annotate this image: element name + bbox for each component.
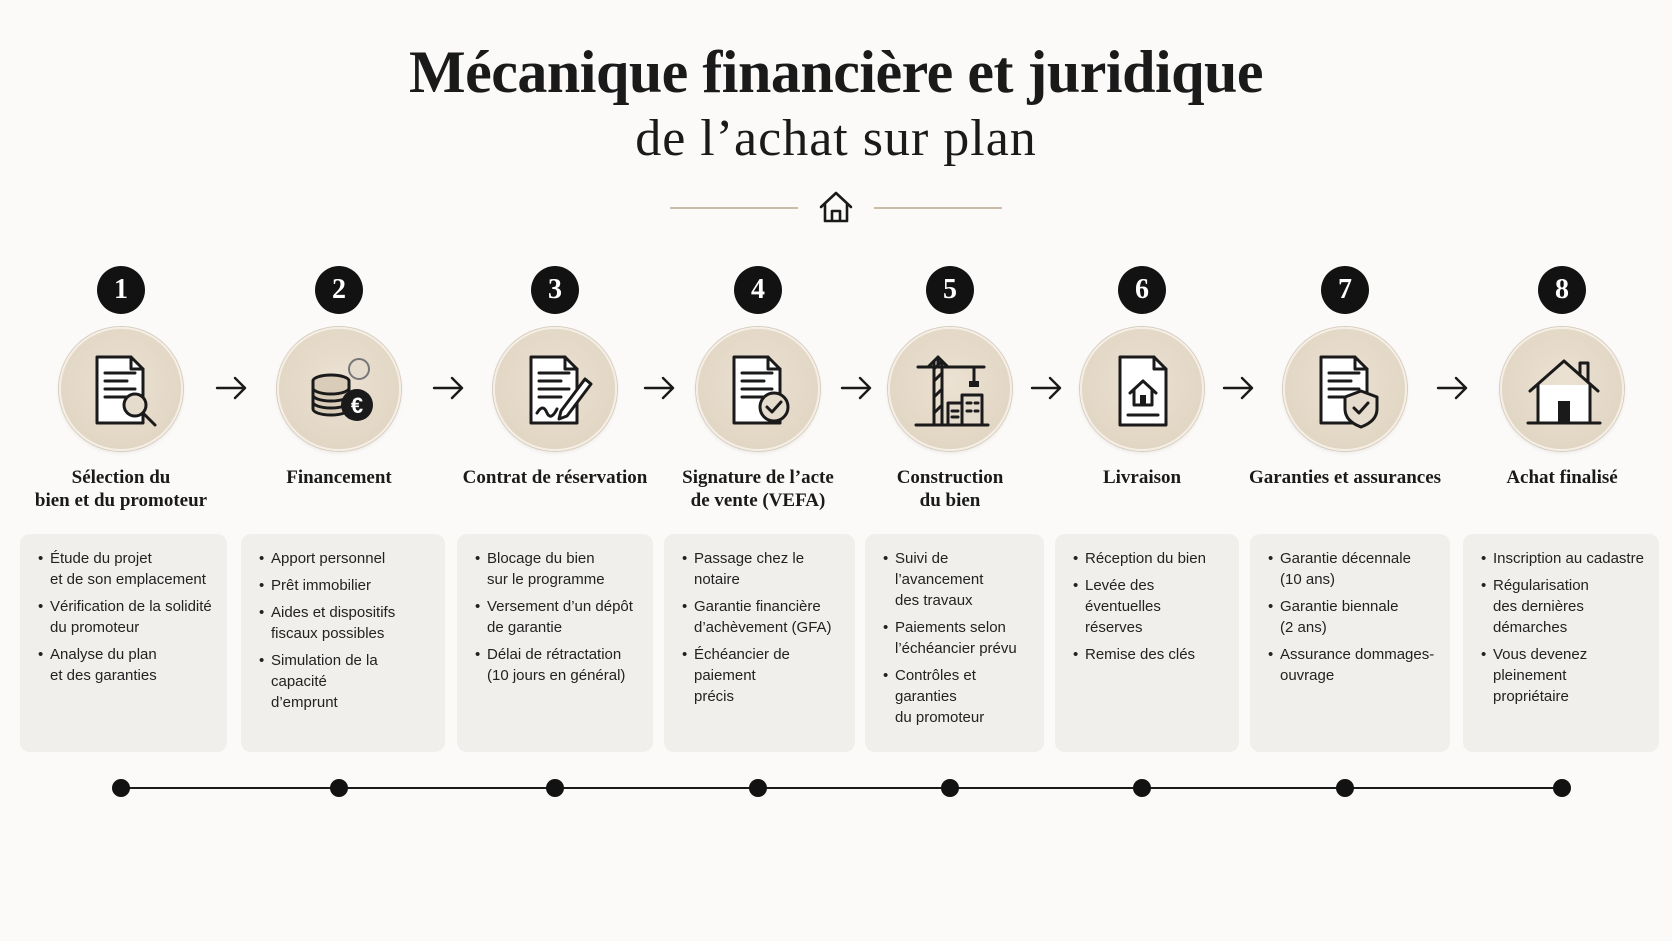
step-number-badge: 4 [734,266,782,314]
detail-item: • Assurance dommages- ouvrage [1268,644,1440,686]
document-check-icon [720,351,800,431]
step-details-card [1055,534,1239,752]
detail-item: • Régularisation des dernières démarches [1481,575,1649,638]
step-details-card [865,534,1044,752]
detail-item: • Garantie financière d’achèvement (GFA) [682,596,845,638]
detail-item: • Étude du projet et de son emplacement [38,548,217,590]
step-title: Financement [286,467,392,488]
document-search-icon [83,351,163,431]
timeline-dot [546,779,564,797]
timeline-dot [330,779,348,797]
step-icon-circle [277,327,401,451]
document-shield-icon [1307,351,1387,431]
step-title: Livraison [1102,467,1182,488]
detail-item: • Suivi de l’avancement des travaux [883,548,1034,611]
detail-item: • Inscription au cadastre [1481,548,1649,569]
step-number-badge: 7 [1321,266,1369,314]
step-number-badge: 1 [97,266,145,314]
page-title: Mécanique financière et juridique [409,39,1263,105]
coins-euro-icon [301,351,381,431]
step-title: Contrat de réservation [462,467,648,488]
step-details-card [1463,534,1659,752]
timeline-dot [749,779,767,797]
step-details-card [241,534,445,752]
timeline-dot [1553,779,1571,797]
detail-item: • Blocage du bien sur le programme [475,548,643,590]
detail-item: • Paiements selon l’échéancier prévu [883,617,1034,659]
step-title: Sélection du bien et du promoteur [34,467,208,511]
detail-item: • Versement d’un dépôt de garantie [475,596,643,638]
step-icon-circle [493,327,617,451]
step-number-badge: 3 [531,266,579,314]
arrow-right-icon [1436,374,1470,402]
step-details-card [664,534,855,752]
house-icon [1524,351,1604,431]
detail-item: • Remise des clés [1073,644,1229,665]
timeline-dot [1133,779,1151,797]
arrow-right-icon [215,374,249,402]
arrow-right-icon [1222,374,1256,402]
detail-item: • Apport personnel [259,548,435,569]
divider-line-left [670,207,798,209]
svg-text:€: € [350,393,364,418]
step-number-badge: 2 [315,266,363,314]
detail-item: • Garantie décennale (10 ans) [1268,548,1440,590]
step-title: Signature de l’acte de vente (VEFA) [682,467,834,511]
step-details-card [457,534,653,752]
detail-item: • Réception du bien [1073,548,1229,569]
detail-item: • Vérification de la solidité du promoteur [38,596,217,638]
page-subtitle: de l’achat sur plan [635,110,1037,167]
detail-item: • Levée des éventuelles réserves [1073,575,1229,638]
step-icon-circle [1080,327,1204,451]
step-title: Garanties et assurances [1248,467,1442,488]
timeline-dot [941,779,959,797]
divider-line-right [874,207,1002,209]
detail-item: • Prêt immobilier [259,575,435,596]
house-icon [817,189,855,225]
detail-item: • Analyse du plan et des garanties [38,644,217,686]
crane-building-icon [912,351,992,431]
step-icon-circle [696,327,820,451]
step-number-badge: 8 [1538,266,1586,314]
step-title: Construction du bien [896,467,1004,511]
detail-item: • Délai de rétractation (10 jours en général) [475,644,643,686]
step-icon-circle [888,327,1012,451]
step-number-badge: 5 [926,266,974,314]
detail-item: • Vous devenez pleinement propriétaire [1481,644,1649,707]
step-icon-circle [59,327,183,451]
step-title: Achat finalisé [1506,467,1618,488]
step-details-card [1250,534,1450,752]
arrow-right-icon [840,374,874,402]
detail-item: • Échéancier de paiement précis [682,644,845,707]
detail-item: • Aides et dispositifs fiscaux possibles [259,602,435,644]
document-house-icon [1104,351,1184,431]
detail-item: • Contrôles et garanties du promoteur [883,665,1034,728]
step-icon-circle [1283,327,1407,451]
arrow-right-icon [432,374,466,402]
detail-item: • Simulation de la capacité d’emprunt [259,650,435,713]
timeline-dot [112,779,130,797]
arrow-right-icon [643,374,677,402]
step-details-card [20,534,227,752]
step-icon-circle [1500,327,1624,451]
detail-item: • Passage chez le notaire [682,548,845,590]
arrow-right-icon [1030,374,1064,402]
contract-signature-icon [517,351,597,431]
detail-item: • Garantie biennale (2 ans) [1268,596,1440,638]
timeline-dot [1336,779,1354,797]
step-number-badge: 6 [1118,266,1166,314]
